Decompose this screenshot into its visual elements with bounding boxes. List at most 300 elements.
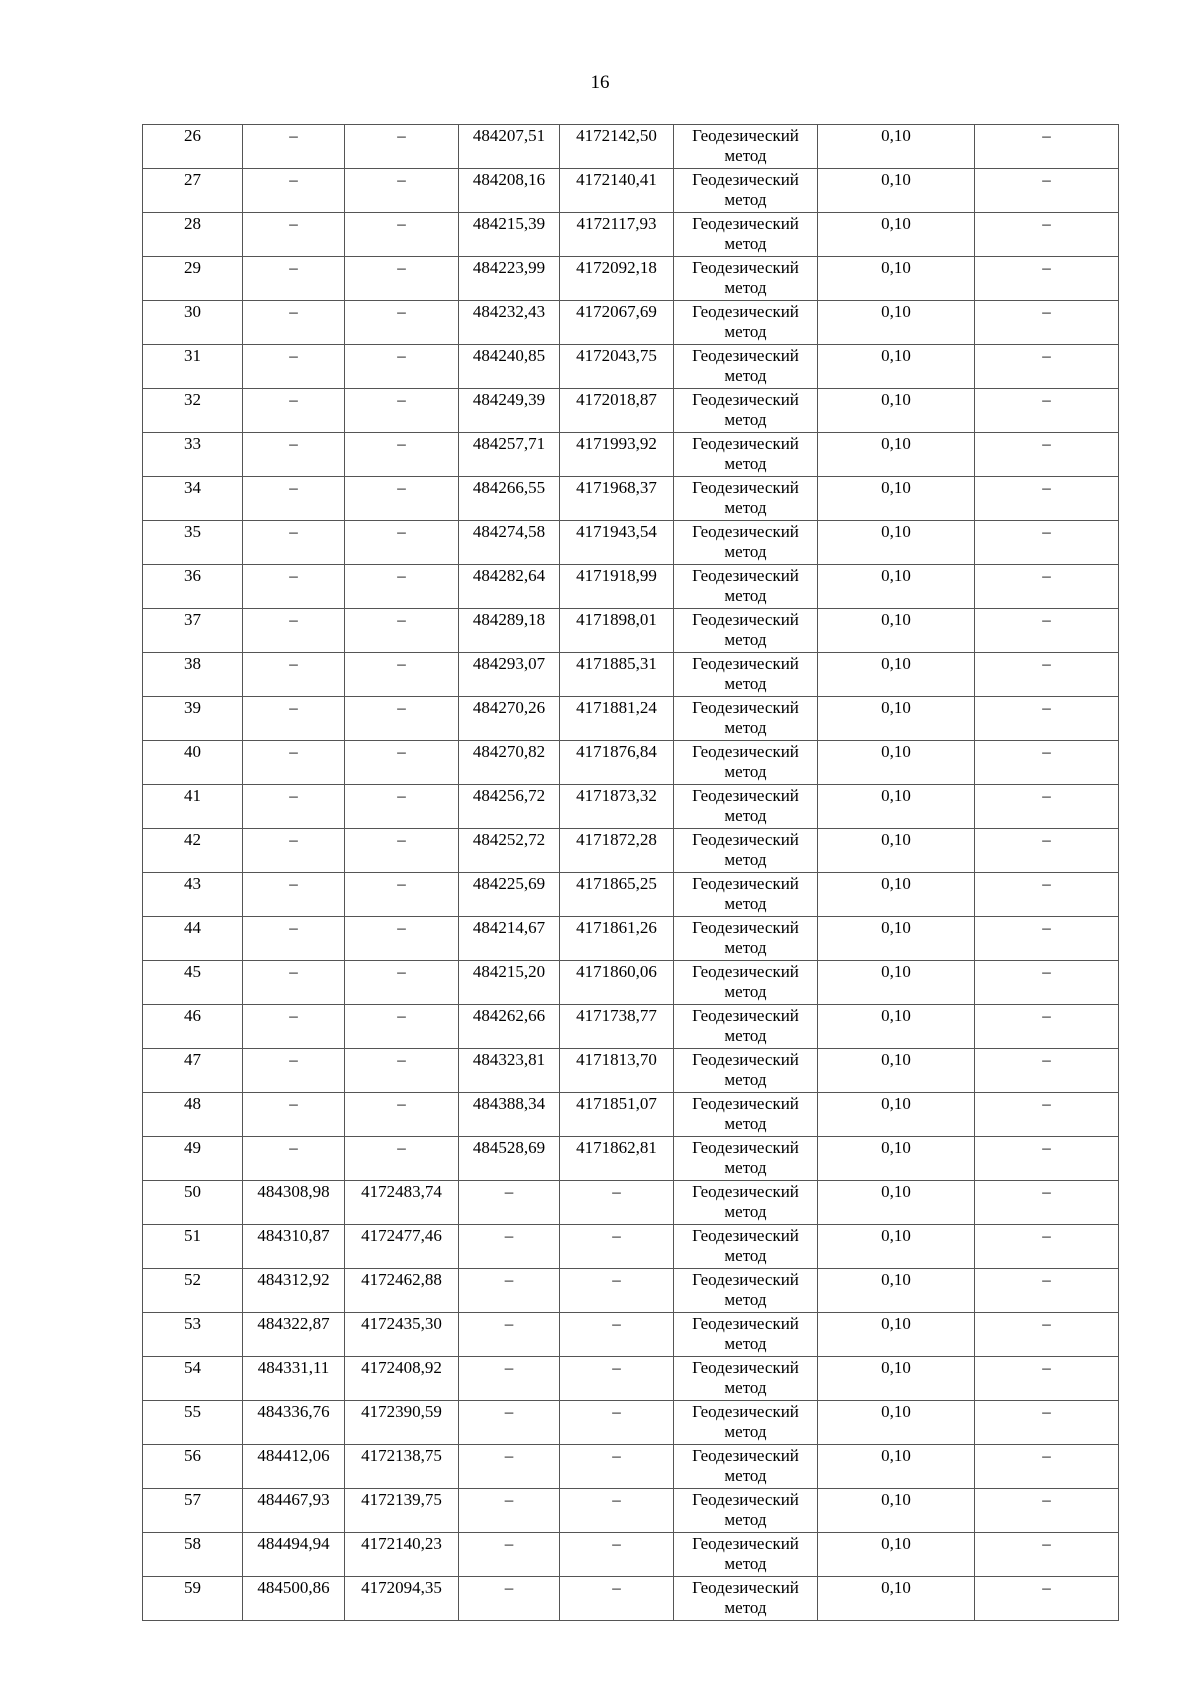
- point-number-cell: 38: [143, 653, 243, 697]
- point-number-cell: 50: [143, 1181, 243, 1225]
- description-cell: –: [975, 345, 1119, 389]
- accuracy-cell: 0,10: [818, 1137, 975, 1181]
- old-y-cell: –: [345, 741, 459, 785]
- new-x-cell: –: [459, 1313, 560, 1357]
- description-cell: –: [975, 829, 1119, 873]
- description-cell: –: [975, 565, 1119, 609]
- new-y-cell: –: [560, 1533, 674, 1577]
- new-y-cell: 4171876,84: [560, 741, 674, 785]
- new-y-cell: –: [560, 1313, 674, 1357]
- old-y-cell: –: [345, 213, 459, 257]
- accuracy-cell: 0,10: [818, 1577, 975, 1621]
- description-cell: –: [975, 1313, 1119, 1357]
- method-cell: Геодезический метод: [674, 1357, 818, 1401]
- new-x-cell: 484225,69: [459, 873, 560, 917]
- table-row: [143, 697, 1119, 741]
- new-x-cell: 484257,71: [459, 433, 560, 477]
- old-x-cell: 484500,86: [243, 1577, 345, 1621]
- new-y-cell: –: [560, 1401, 674, 1445]
- new-x-cell: 484223,99: [459, 257, 560, 301]
- method-cell: Геодезический метод: [674, 873, 818, 917]
- point-number-cell: 31: [143, 345, 243, 389]
- accuracy-cell: 0,10: [818, 1401, 975, 1445]
- table-row: [143, 1577, 1119, 1621]
- table-row: [143, 1225, 1119, 1269]
- method-cell: Геодезический метод: [674, 565, 818, 609]
- description-cell: –: [975, 1489, 1119, 1533]
- old-y-cell: –: [345, 829, 459, 873]
- old-x-cell: –: [243, 301, 345, 345]
- point-number-cell: 47: [143, 1049, 243, 1093]
- old-y-cell: –: [345, 257, 459, 301]
- point-number-cell: 53: [143, 1313, 243, 1357]
- old-x-cell: –: [243, 873, 345, 917]
- description-cell: –: [975, 1445, 1119, 1489]
- old-x-cell: –: [243, 213, 345, 257]
- new-x-cell: 484208,16: [459, 169, 560, 213]
- old-y-cell: 4172094,35: [345, 1577, 459, 1621]
- old-x-cell: –: [243, 609, 345, 653]
- method-cell: Геодезический метод: [674, 697, 818, 741]
- new-x-cell: 484274,58: [459, 521, 560, 565]
- method-cell: Геодезический метод: [674, 961, 818, 1005]
- description-cell: –: [975, 609, 1119, 653]
- new-y-cell: 4171813,70: [560, 1049, 674, 1093]
- accuracy-cell: 0,10: [818, 1005, 975, 1049]
- new-y-cell: –: [560, 1357, 674, 1401]
- old-y-cell: 4172483,74: [345, 1181, 459, 1225]
- new-x-cell: 484323,81: [459, 1049, 560, 1093]
- table-row: [143, 785, 1119, 829]
- new-y-cell: 4172142,50: [560, 125, 674, 169]
- accuracy-cell: 0,10: [818, 785, 975, 829]
- method-cell: Геодезический метод: [674, 1489, 818, 1533]
- old-y-cell: –: [345, 697, 459, 741]
- point-number-cell: 59: [143, 1577, 243, 1621]
- new-x-cell: 484215,39: [459, 213, 560, 257]
- new-y-cell: 4171860,06: [560, 961, 674, 1005]
- description-cell: –: [975, 785, 1119, 829]
- description-cell: –: [975, 1093, 1119, 1137]
- table-row: [143, 1533, 1119, 1577]
- description-cell: –: [975, 433, 1119, 477]
- new-x-cell: –: [459, 1577, 560, 1621]
- new-x-cell: 484256,72: [459, 785, 560, 829]
- old-x-cell: –: [243, 257, 345, 301]
- method-cell: Геодезический метод: [674, 829, 818, 873]
- table-row: [143, 741, 1119, 785]
- new-y-cell: 4171918,99: [560, 565, 674, 609]
- method-cell: Геодезический метод: [674, 169, 818, 213]
- point-number-cell: 44: [143, 917, 243, 961]
- accuracy-cell: 0,10: [818, 917, 975, 961]
- table-row: [143, 1269, 1119, 1313]
- method-cell: Геодезический метод: [674, 345, 818, 389]
- table-row: [143, 1357, 1119, 1401]
- description-cell: –: [975, 873, 1119, 917]
- old-x-cell: –: [243, 697, 345, 741]
- method-cell: Геодезический метод: [674, 1313, 818, 1357]
- point-number-cell: 32: [143, 389, 243, 433]
- old-y-cell: 4172390,59: [345, 1401, 459, 1445]
- old-x-cell: –: [243, 961, 345, 1005]
- method-cell: Геодезический метод: [674, 125, 818, 169]
- table-row: [143, 1049, 1119, 1093]
- accuracy-cell: 0,10: [818, 565, 975, 609]
- accuracy-cell: 0,10: [818, 169, 975, 213]
- table-row: [143, 301, 1119, 345]
- new-y-cell: 4171881,24: [560, 697, 674, 741]
- point-number-cell: 48: [143, 1093, 243, 1137]
- point-number-cell: 54: [143, 1357, 243, 1401]
- new-x-cell: 484293,07: [459, 653, 560, 697]
- table-row: [143, 653, 1119, 697]
- old-y-cell: –: [345, 1137, 459, 1181]
- old-y-cell: –: [345, 301, 459, 345]
- new-x-cell: 484266,55: [459, 477, 560, 521]
- new-x-cell: 484232,43: [459, 301, 560, 345]
- accuracy-cell: 0,10: [818, 1533, 975, 1577]
- old-x-cell: –: [243, 653, 345, 697]
- old-y-cell: 4172138,75: [345, 1445, 459, 1489]
- old-x-cell: 484336,76: [243, 1401, 345, 1445]
- new-y-cell: 4172092,18: [560, 257, 674, 301]
- point-number-cell: 35: [143, 521, 243, 565]
- new-y-cell: 4171851,07: [560, 1093, 674, 1137]
- new-y-cell: 4172117,93: [560, 213, 674, 257]
- old-x-cell: –: [243, 565, 345, 609]
- accuracy-cell: 0,10: [818, 389, 975, 433]
- point-number-cell: 46: [143, 1005, 243, 1049]
- accuracy-cell: 0,10: [818, 521, 975, 565]
- page-number: 16: [590, 72, 610, 93]
- new-y-cell: 4171738,77: [560, 1005, 674, 1049]
- new-x-cell: 484528,69: [459, 1137, 560, 1181]
- new-y-cell: –: [560, 1577, 674, 1621]
- old-y-cell: –: [345, 785, 459, 829]
- new-x-cell: 484388,34: [459, 1093, 560, 1137]
- method-cell: Геодезический метод: [674, 1445, 818, 1489]
- method-cell: Геодезический метод: [674, 917, 818, 961]
- point-number-cell: 41: [143, 785, 243, 829]
- description-cell: –: [975, 1357, 1119, 1401]
- new-y-cell: 4171993,92: [560, 433, 674, 477]
- new-x-cell: –: [459, 1225, 560, 1269]
- table-row: [143, 609, 1119, 653]
- accuracy-cell: 0,10: [818, 345, 975, 389]
- method-cell: Геодезический метод: [674, 609, 818, 653]
- old-y-cell: –: [345, 653, 459, 697]
- old-y-cell: –: [345, 169, 459, 213]
- description-cell: –: [975, 257, 1119, 301]
- old-x-cell: –: [243, 125, 345, 169]
- old-x-cell: 484310,87: [243, 1225, 345, 1269]
- old-y-cell: –: [345, 1049, 459, 1093]
- old-x-cell: 484412,06: [243, 1445, 345, 1489]
- old-y-cell: 4172462,88: [345, 1269, 459, 1313]
- description-cell: –: [975, 1137, 1119, 1181]
- point-number-cell: 42: [143, 829, 243, 873]
- method-cell: Геодезический метод: [674, 741, 818, 785]
- description-cell: –: [975, 1577, 1119, 1621]
- old-y-cell: –: [345, 125, 459, 169]
- description-cell: –: [975, 741, 1119, 785]
- accuracy-cell: 0,10: [818, 829, 975, 873]
- old-x-cell: 484312,92: [243, 1269, 345, 1313]
- old-y-cell: –: [345, 873, 459, 917]
- new-y-cell: 4171862,81: [560, 1137, 674, 1181]
- method-cell: Геодезический метод: [674, 389, 818, 433]
- table-row: [143, 565, 1119, 609]
- accuracy-cell: 0,10: [818, 1225, 975, 1269]
- table-row: [143, 257, 1119, 301]
- method-cell: Геодезический метод: [674, 1005, 818, 1049]
- old-y-cell: 4172408,92: [345, 1357, 459, 1401]
- old-y-cell: –: [345, 1093, 459, 1137]
- point-number-cell: 55: [143, 1401, 243, 1445]
- description-cell: –: [975, 521, 1119, 565]
- old-x-cell: 484494,94: [243, 1533, 345, 1577]
- new-y-cell: 4171865,25: [560, 873, 674, 917]
- description-cell: –: [975, 1181, 1119, 1225]
- table-body: [143, 125, 1119, 1621]
- table-row: [143, 873, 1119, 917]
- old-x-cell: –: [243, 1093, 345, 1137]
- old-y-cell: –: [345, 1005, 459, 1049]
- point-number-cell: 49: [143, 1137, 243, 1181]
- old-x-cell: –: [243, 169, 345, 213]
- table-row: [143, 1401, 1119, 1445]
- new-x-cell: –: [459, 1181, 560, 1225]
- old-x-cell: –: [243, 521, 345, 565]
- accuracy-cell: 0,10: [818, 609, 975, 653]
- new-x-cell: 484270,26: [459, 697, 560, 741]
- method-cell: Геодезический метод: [674, 257, 818, 301]
- accuracy-cell: 0,10: [818, 125, 975, 169]
- description-cell: –: [975, 389, 1119, 433]
- accuracy-cell: 0,10: [818, 1357, 975, 1401]
- point-number-cell: 28: [143, 213, 243, 257]
- new-x-cell: –: [459, 1357, 560, 1401]
- old-y-cell: 4172435,30: [345, 1313, 459, 1357]
- old-y-cell: –: [345, 917, 459, 961]
- accuracy-cell: 0,10: [818, 1489, 975, 1533]
- accuracy-cell: 0,10: [818, 477, 975, 521]
- accuracy-cell: 0,10: [818, 1093, 975, 1137]
- description-cell: –: [975, 213, 1119, 257]
- new-y-cell: –: [560, 1489, 674, 1533]
- accuracy-cell: 0,10: [818, 653, 975, 697]
- point-number-cell: 26: [143, 125, 243, 169]
- new-y-cell: 4171898,01: [560, 609, 674, 653]
- accuracy-cell: 0,10: [818, 873, 975, 917]
- description-cell: –: [975, 1049, 1119, 1093]
- new-y-cell: –: [560, 1181, 674, 1225]
- method-cell: Геодезический метод: [674, 1577, 818, 1621]
- new-y-cell: 4172067,69: [560, 301, 674, 345]
- old-y-cell: –: [345, 565, 459, 609]
- old-y-cell: –: [345, 477, 459, 521]
- point-number-cell: 27: [143, 169, 243, 213]
- table-row: [143, 389, 1119, 433]
- old-y-cell: –: [345, 345, 459, 389]
- method-cell: Геодезический метод: [674, 1137, 818, 1181]
- old-x-cell: –: [243, 477, 345, 521]
- new-y-cell: –: [560, 1225, 674, 1269]
- new-x-cell: 484249,39: [459, 389, 560, 433]
- old-y-cell: –: [345, 389, 459, 433]
- accuracy-cell: 0,10: [818, 1313, 975, 1357]
- old-x-cell: 484308,98: [243, 1181, 345, 1225]
- description-cell: –: [975, 1005, 1119, 1049]
- old-x-cell: –: [243, 917, 345, 961]
- new-y-cell: 4172018,87: [560, 389, 674, 433]
- point-number-cell: 52: [143, 1269, 243, 1313]
- description-cell: –: [975, 477, 1119, 521]
- table-row: [143, 829, 1119, 873]
- table-row: [143, 1005, 1119, 1049]
- new-x-cell: –: [459, 1269, 560, 1313]
- point-number-cell: 40: [143, 741, 243, 785]
- point-number-cell: 45: [143, 961, 243, 1005]
- description-cell: –: [975, 1269, 1119, 1313]
- table-row: [143, 917, 1119, 961]
- description-cell: –: [975, 169, 1119, 213]
- point-number-cell: 33: [143, 433, 243, 477]
- new-y-cell: –: [560, 1445, 674, 1489]
- table-row: [143, 521, 1119, 565]
- old-x-cell: –: [243, 1137, 345, 1181]
- new-y-cell: 4172140,41: [560, 169, 674, 213]
- new-x-cell: 484270,82: [459, 741, 560, 785]
- new-x-cell: 484207,51: [459, 125, 560, 169]
- accuracy-cell: 0,10: [818, 213, 975, 257]
- method-cell: Геодезический метод: [674, 1401, 818, 1445]
- accuracy-cell: 0,10: [818, 741, 975, 785]
- new-y-cell: 4171885,31: [560, 653, 674, 697]
- description-cell: –: [975, 301, 1119, 345]
- point-number-cell: 57: [143, 1489, 243, 1533]
- method-cell: Геодезический метод: [674, 1181, 818, 1225]
- description-cell: –: [975, 1225, 1119, 1269]
- old-y-cell: 4172477,46: [345, 1225, 459, 1269]
- accuracy-cell: 0,10: [818, 301, 975, 345]
- method-cell: Геодезический метод: [674, 433, 818, 477]
- table-row: [143, 1181, 1119, 1225]
- description-cell: –: [975, 1533, 1119, 1577]
- method-cell: Геодезический метод: [674, 1225, 818, 1269]
- point-number-cell: 34: [143, 477, 243, 521]
- new-y-cell: 4172043,75: [560, 345, 674, 389]
- method-cell: Геодезический метод: [674, 1533, 818, 1577]
- table-row: [143, 1137, 1119, 1181]
- point-number-cell: 36: [143, 565, 243, 609]
- description-cell: –: [975, 917, 1119, 961]
- old-x-cell: –: [243, 389, 345, 433]
- method-cell: Геодезический метод: [674, 1269, 818, 1313]
- description-cell: –: [975, 961, 1119, 1005]
- description-cell: –: [975, 653, 1119, 697]
- table-row: [143, 345, 1119, 389]
- method-cell: Геодезический метод: [674, 301, 818, 345]
- point-number-cell: 58: [143, 1533, 243, 1577]
- old-y-cell: 4172139,75: [345, 1489, 459, 1533]
- new-x-cell: –: [459, 1445, 560, 1489]
- new-x-cell: 484282,64: [459, 565, 560, 609]
- new-x-cell: 484214,67: [459, 917, 560, 961]
- old-x-cell: –: [243, 433, 345, 477]
- method-cell: Геодезический метод: [674, 1093, 818, 1137]
- old-x-cell: –: [243, 829, 345, 873]
- new-x-cell: –: [459, 1533, 560, 1577]
- table-row: [143, 961, 1119, 1005]
- accuracy-cell: 0,10: [818, 697, 975, 741]
- table-row: [143, 477, 1119, 521]
- description-cell: –: [975, 125, 1119, 169]
- table-row: [143, 433, 1119, 477]
- description-cell: –: [975, 697, 1119, 741]
- table-row: [143, 1445, 1119, 1489]
- new-y-cell: 4171873,32: [560, 785, 674, 829]
- new-y-cell: 4171872,28: [560, 829, 674, 873]
- old-x-cell: 484322,87: [243, 1313, 345, 1357]
- old-x-cell: –: [243, 345, 345, 389]
- table-row: [143, 1313, 1119, 1357]
- point-number-cell: 51: [143, 1225, 243, 1269]
- point-number-cell: 56: [143, 1445, 243, 1489]
- old-x-cell: 484331,11: [243, 1357, 345, 1401]
- accuracy-cell: 0,10: [818, 1049, 975, 1093]
- old-y-cell: –: [345, 521, 459, 565]
- table-row: [143, 1093, 1119, 1137]
- point-number-cell: 39: [143, 697, 243, 741]
- point-number-cell: 29: [143, 257, 243, 301]
- accuracy-cell: 0,10: [818, 257, 975, 301]
- new-x-cell: 484289,18: [459, 609, 560, 653]
- old-x-cell: –: [243, 1049, 345, 1093]
- new-x-cell: 484215,20: [459, 961, 560, 1005]
- new-x-cell: 484262,66: [459, 1005, 560, 1049]
- new-y-cell: 4171943,54: [560, 521, 674, 565]
- table-row: [143, 125, 1119, 169]
- new-x-cell: –: [459, 1401, 560, 1445]
- old-y-cell: 4172140,23: [345, 1533, 459, 1577]
- method-cell: Геодезический метод: [674, 1049, 818, 1093]
- old-x-cell: –: [243, 785, 345, 829]
- point-number-cell: 43: [143, 873, 243, 917]
- table-row: [143, 169, 1119, 213]
- coordinates-table: [142, 124, 1119, 1621]
- old-x-cell: –: [243, 1005, 345, 1049]
- old-x-cell: 484467,93: [243, 1489, 345, 1533]
- table-row: [143, 1489, 1119, 1533]
- description-cell: –: [975, 1401, 1119, 1445]
- method-cell: Геодезический метод: [674, 213, 818, 257]
- old-y-cell: –: [345, 961, 459, 1005]
- new-x-cell: –: [459, 1489, 560, 1533]
- method-cell: Геодезический метод: [674, 521, 818, 565]
- accuracy-cell: 0,10: [818, 1181, 975, 1225]
- table-row: [143, 213, 1119, 257]
- accuracy-cell: 0,10: [818, 1269, 975, 1313]
- new-y-cell: 4171968,37: [560, 477, 674, 521]
- accuracy-cell: 0,10: [818, 1445, 975, 1489]
- new-y-cell: –: [560, 1269, 674, 1313]
- accuracy-cell: 0,10: [818, 433, 975, 477]
- method-cell: Геодезический метод: [674, 653, 818, 697]
- new-x-cell: 484240,85: [459, 345, 560, 389]
- method-cell: Геодезический метод: [674, 477, 818, 521]
